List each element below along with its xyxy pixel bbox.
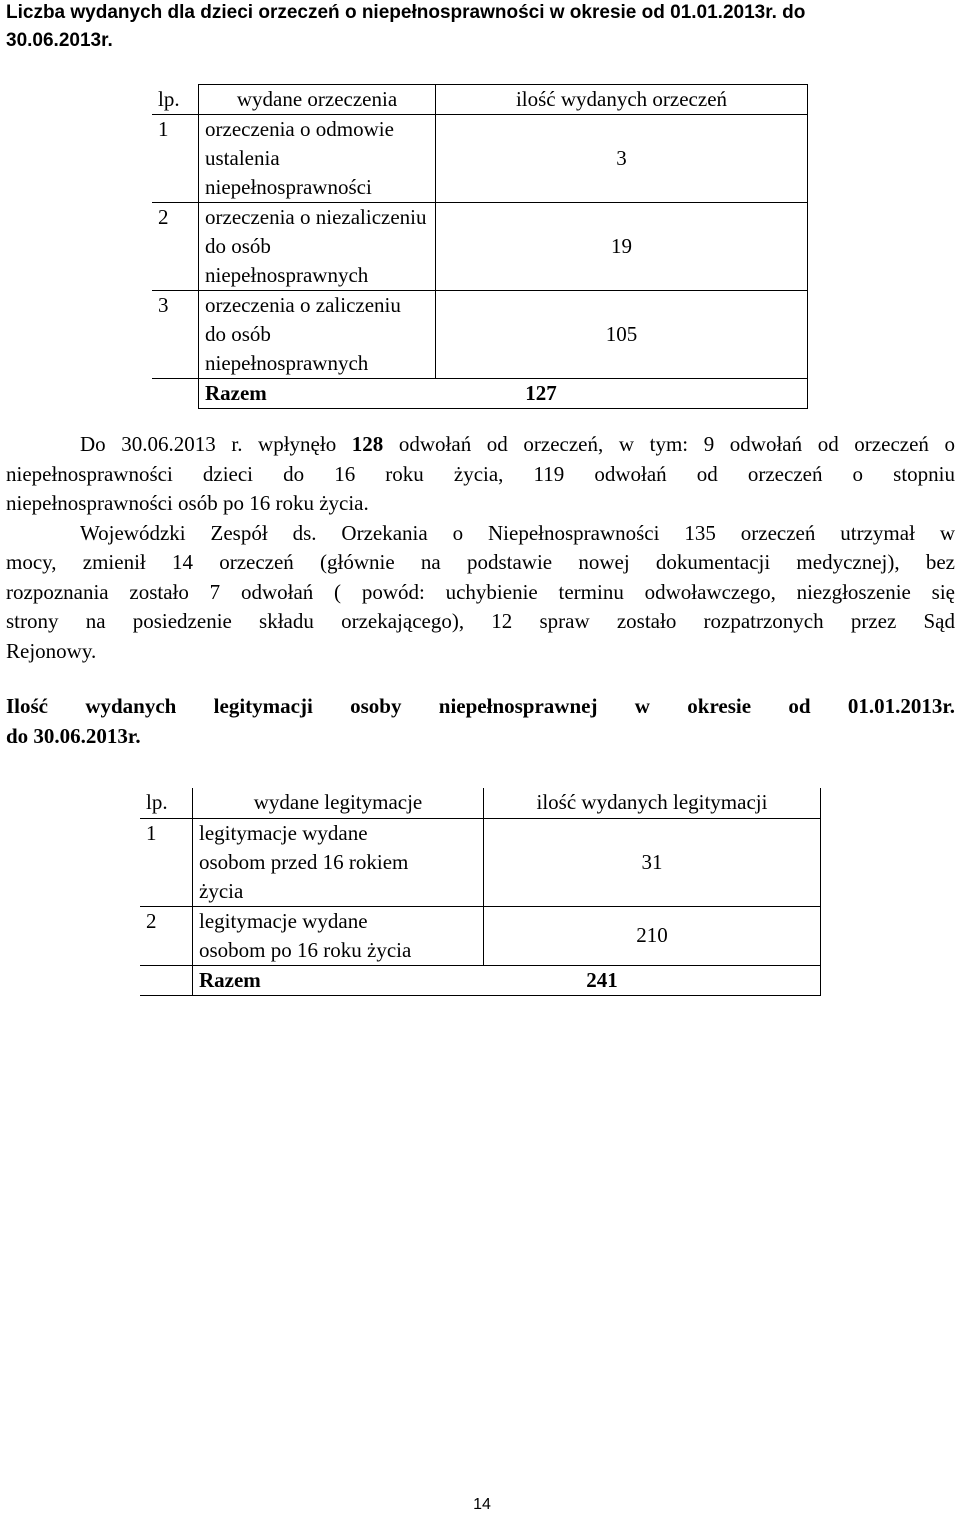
row-type-line: niepełnosprawnych bbox=[205, 351, 369, 375]
paragraph-line: niepełnosprawności dzieci do 16 roku życia, 119 odwołań od orzeczeń o stopniu bbox=[6, 461, 955, 486]
row-count: 19 bbox=[436, 203, 808, 291]
row-type bbox=[193, 906, 484, 965]
row-type-line: orzeczenia o zaliczeniu bbox=[205, 293, 401, 317]
row-lp: 2 bbox=[140, 906, 193, 965]
total-label: Razem bbox=[199, 967, 261, 992]
total-value: 241 bbox=[586, 967, 618, 992]
row-type bbox=[199, 115, 436, 203]
col-lp-header: lp. bbox=[140, 788, 193, 818]
row-type-line: legitymacje wydane bbox=[199, 908, 368, 933]
row-type-line: osobom po 16 roku życia bbox=[199, 937, 412, 962]
paragraph-line: mocy, zmienił 14 orzeczeń (głównie na podstawie nowej dokumentacji medycznej), bez bbox=[6, 550, 955, 574]
row-type bbox=[199, 291, 436, 379]
paragraph-line bbox=[6, 430, 955, 460]
decisions-table bbox=[152, 84, 808, 409]
row-type-line: orzeczenia o niezaliczeniu bbox=[205, 205, 427, 229]
row-lp: 1 bbox=[152, 115, 199, 203]
table-row bbox=[152, 291, 808, 379]
table-total-row bbox=[152, 379, 808, 409]
row-type-line: orzeczenia o odmowie bbox=[205, 117, 394, 141]
row-count: 31 bbox=[484, 818, 821, 906]
row-type-line: osobom przed 16 rokiem bbox=[199, 849, 409, 874]
total-cell bbox=[199, 379, 808, 409]
row-lp: 2 bbox=[152, 203, 199, 291]
col-type-header: wydane orzeczenia bbox=[199, 85, 436, 115]
row-type-line: ustalenia bbox=[205, 146, 280, 170]
row-type-line: niepełnosprawnych bbox=[205, 263, 369, 287]
col-count-header: ilość wydanych orzeczeń bbox=[436, 85, 808, 115]
table-total-row bbox=[140, 965, 821, 995]
table-header-row bbox=[152, 85, 808, 115]
row-type bbox=[199, 203, 436, 291]
section1-heading-line2: 30.06.2013r. bbox=[6, 30, 113, 51]
text-span: odwołań od orzeczeń, w tym: 9 odwołań od orzeczeń o bbox=[383, 432, 956, 456]
row-type-line: legitymacje wydane bbox=[199, 820, 368, 845]
col-lp-header: lp. bbox=[152, 85, 199, 115]
text-span: Do 30.06.2013 r. wpłynęło bbox=[80, 432, 352, 456]
row-count: 210 bbox=[484, 906, 821, 965]
total-cell bbox=[193, 965, 821, 995]
table-row bbox=[152, 115, 808, 203]
paragraph-line: Rejonowy. bbox=[6, 638, 97, 663]
total-lp-empty bbox=[152, 379, 199, 409]
appeals-text bbox=[6, 430, 955, 666]
row-count: 105 bbox=[436, 291, 808, 379]
paragraph-line: Wojewódzki Zespół ds. Orzekania o Niepełnosprawności 135 orzeczeń utrzymał w bbox=[80, 520, 955, 545]
paragraph-line: rozpoznania zostało 7 odwołań ( powód: uchybienie terminu odwoławczego, niezgłoszenie się bbox=[6, 579, 955, 604]
row-count: 3 bbox=[436, 115, 808, 203]
total-lp-empty bbox=[140, 965, 193, 995]
section2-heading-line1: Ilość wydanych legitymacji osoby niepełnosprawnej w okresie od 01.01.2013r. bbox=[6, 694, 955, 718]
col-type-header: wydane legitymacje bbox=[193, 788, 484, 818]
table-row bbox=[140, 906, 821, 965]
row-lp: 1 bbox=[140, 818, 193, 906]
table-row bbox=[152, 203, 808, 291]
row-type-line: do osób bbox=[205, 234, 271, 258]
table-header-row bbox=[140, 788, 821, 818]
id-cards-table bbox=[140, 788, 821, 996]
total-label: Razem bbox=[205, 381, 267, 405]
col-count-header: ilość wydanych legitymacji bbox=[484, 788, 821, 818]
row-type-line: do osób bbox=[205, 322, 271, 346]
paragraph-line: niepełnosprawności osób po 16 roku życia. bbox=[6, 491, 369, 515]
row-type-line: życia bbox=[199, 878, 244, 903]
section1-heading bbox=[6, 0, 956, 55]
row-type bbox=[193, 818, 484, 906]
row-lp: 3 bbox=[152, 291, 199, 379]
row-type-line: niepełnosprawności bbox=[205, 175, 372, 199]
page-number: 14 bbox=[473, 1496, 491, 1513]
total-value: 127 bbox=[525, 381, 557, 405]
section1-heading-line1: Liczba wydanych dla dzieci orzeczeń o niepełnosprawności w okresie od 01.01.2013r. do bbox=[6, 2, 806, 23]
table-row bbox=[140, 818, 821, 906]
section2-heading-line2: do 30.06.2013r. bbox=[6, 723, 141, 748]
section2-heading bbox=[6, 692, 955, 751]
paragraph-line: strony na posiedzenie składu orzekającego), 12 spraw zostało rozpatrzonych przez Sąd bbox=[6, 609, 955, 633]
appeals-count: 128 bbox=[351, 432, 384, 456]
